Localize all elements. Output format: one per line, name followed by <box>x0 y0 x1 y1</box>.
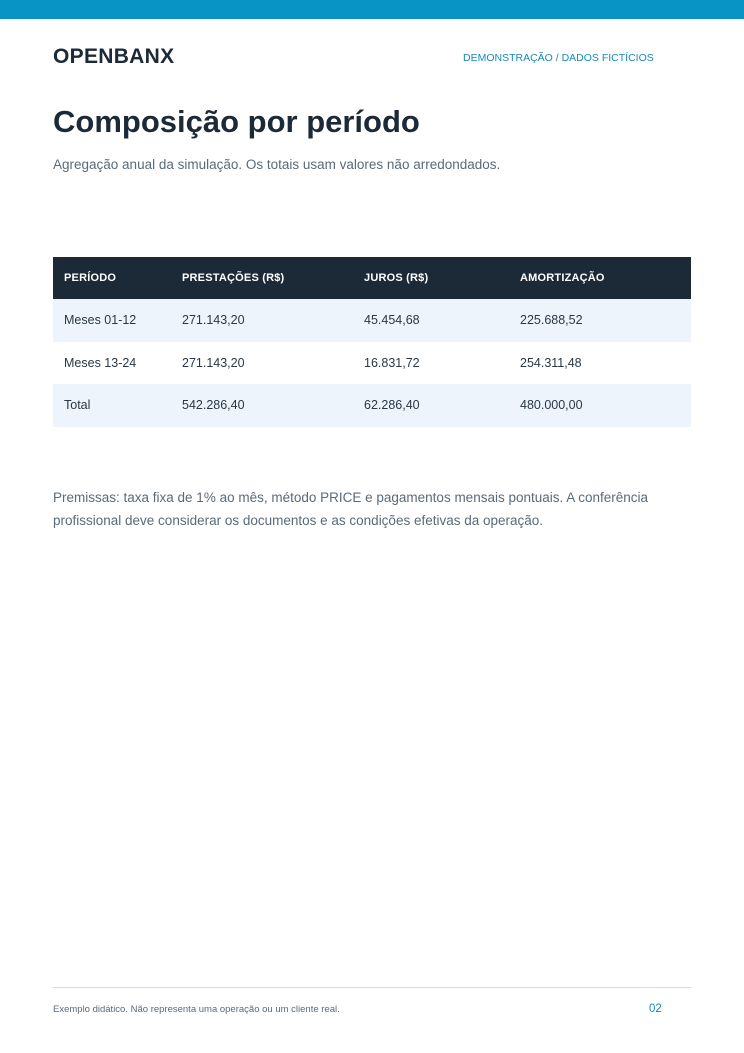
table-row <box>53 299 691 342</box>
column-header-amortizacao: AMORTIZAÇÃO <box>520 272 605 284</box>
cell-periodo: Meses 13-24 <box>64 355 137 370</box>
table-header-row <box>53 257 691 299</box>
brand-logo: OPENBANX <box>53 45 175 68</box>
cell-prestacoes: 542.286,40 <box>182 398 245 413</box>
cell-juros: 16.831,72 <box>364 355 420 370</box>
table-row <box>53 342 691 385</box>
cell-juros: 45.454,68 <box>364 313 420 328</box>
cell-prestacoes: 271.143,20 <box>182 355 245 370</box>
top-accent-bar <box>0 0 744 19</box>
cell-amortizacao: 254.311,48 <box>520 355 582 370</box>
cell-juros: 62.286,40 <box>364 398 420 413</box>
column-header-prestacoes: PRESTAÇÕES (R$) <box>182 272 285 284</box>
column-header-juros: JUROS (R$) <box>364 272 429 284</box>
table-row-total <box>53 384 691 427</box>
column-header-periodo: PERÍODO <box>64 272 117 284</box>
cell-periodo: Total <box>64 398 91 413</box>
page-subtitle: Agregação anual da simulação. Os totais usam valores não arredondados. <box>53 157 501 172</box>
footer-disclaimer: Exemplo didático. Não representa uma operação ou um cliente real. <box>53 1004 340 1015</box>
period-table-container <box>53 257 691 427</box>
premissas-paragraph <box>53 486 693 532</box>
page-title: Composição por período <box>53 104 420 139</box>
cell-amortizacao: 225.688,52 <box>520 313 583 328</box>
cell-amortizacao: 480.000,00 <box>520 398 583 413</box>
footer-divider <box>53 987 691 988</box>
cell-periodo: Meses 01-12 <box>64 313 137 328</box>
period-table <box>53 257 691 427</box>
page-number: 02 <box>649 1003 662 1015</box>
cell-prestacoes: 271.143,20 <box>182 313 245 328</box>
demo-tag: DEMONSTRAÇÃO / DADOS FICTÍCIOS <box>463 52 654 64</box>
premissas-line-1: Premissas: taxa fixa de 1% ao mês, método PRICE e pagamentos mensais pontuais. A conferência <box>53 490 649 505</box>
premissas-line-2: profissional deve considerar os documentos e as condições efetivas da operação. <box>53 513 544 528</box>
